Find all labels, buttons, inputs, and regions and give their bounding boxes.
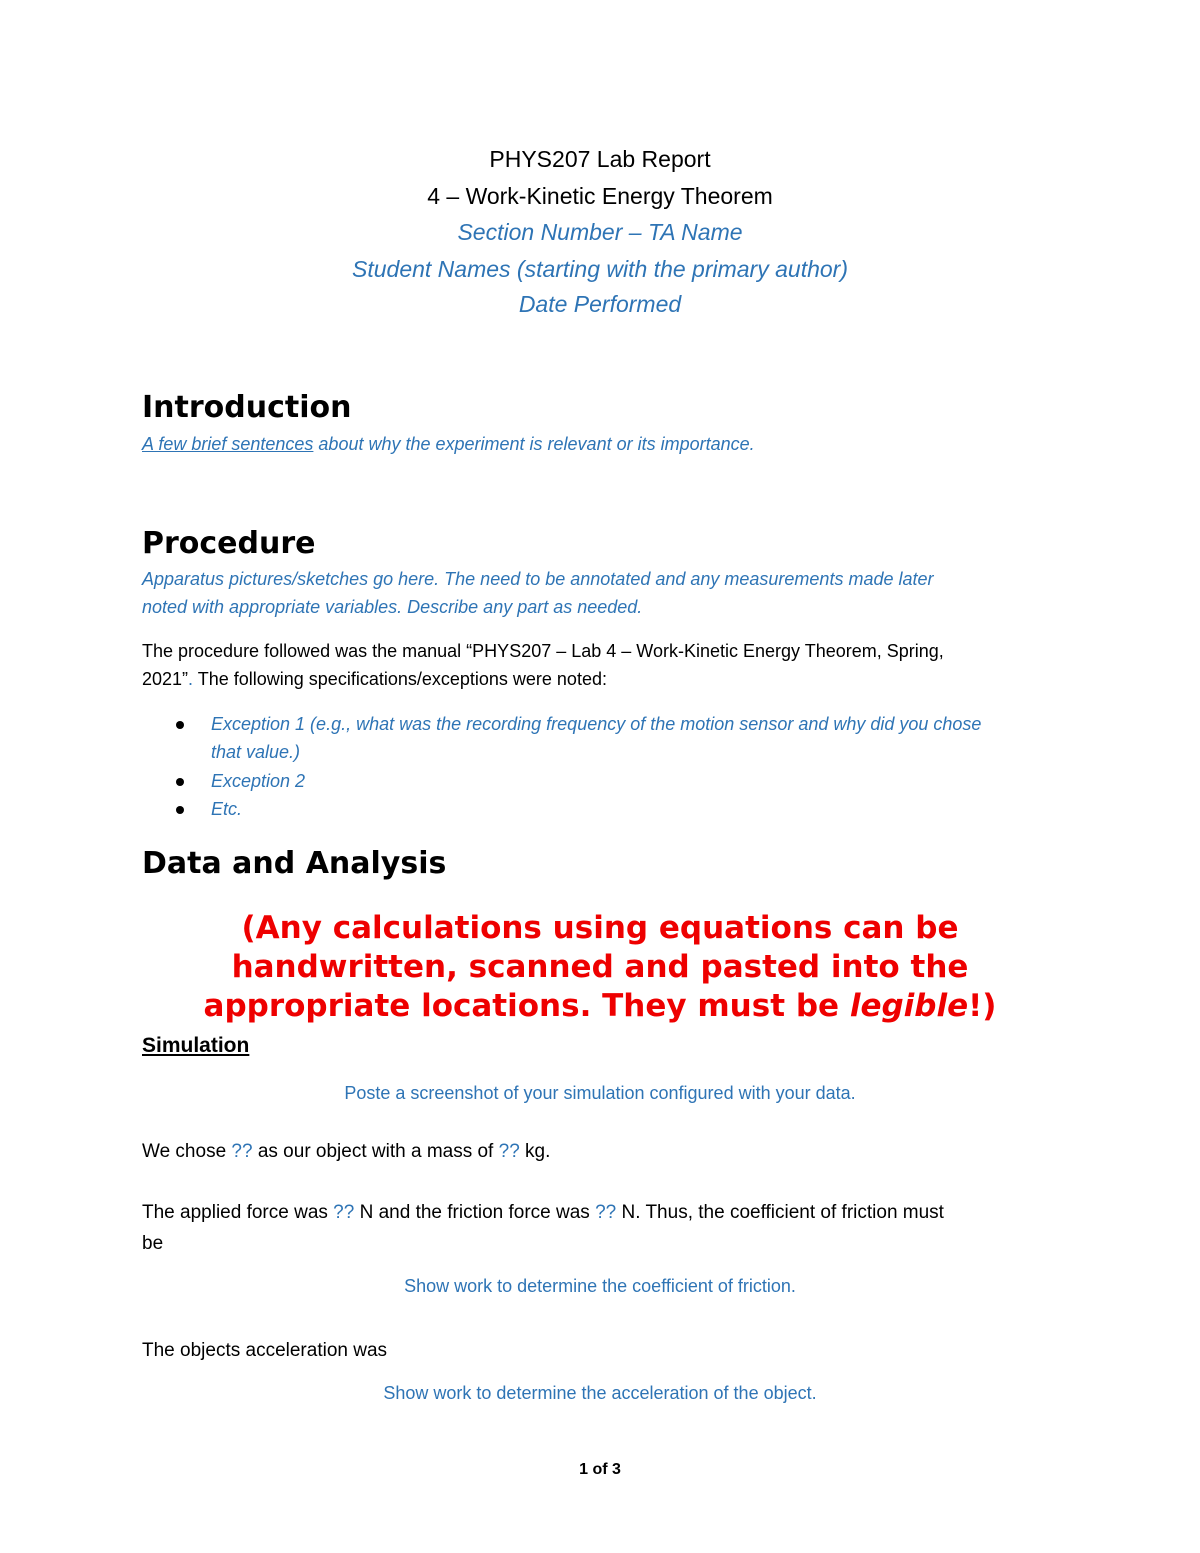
object-text-c: kg. (519, 1141, 551, 1162)
friction-work-placeholder: Show work to determine the coefficient of friction. (404, 1276, 796, 1296)
object-placeholder: ?? (231, 1141, 253, 1162)
page-number: 1 of 3 (579, 1461, 621, 1478)
lab-title: 4 – Work-Kinetic Energy Theorem (427, 183, 773, 209)
manual-period: . (188, 669, 194, 689)
calculations-note-line1: (Any calculations using equations can be (241, 910, 959, 946)
force-text-a: The applied force was (142, 1202, 334, 1223)
bullet-dot-2 (176, 778, 184, 786)
acceleration-work-placeholder: Show work to determine the acceleration of the object. (383, 1383, 817, 1403)
data-analysis-heading: Data and Analysis (142, 846, 447, 881)
applied-force-placeholder: ?? (333, 1202, 355, 1223)
bullet-3-text: Etc. (211, 799, 243, 819)
friction-force-placeholder: ?? (595, 1202, 617, 1223)
bullet-2-text: Exception 2 (211, 771, 306, 791)
procedure-heading: Procedure (142, 526, 316, 561)
force-text-b: N and the friction force was (354, 1202, 596, 1223)
date-performed-placeholder: Date Performed (518, 291, 682, 317)
introduction-heading: Introduction (142, 390, 352, 425)
screenshot-placeholder: Poste a screenshot of your simulation configured with your data. (344, 1083, 856, 1103)
bullet-dot-3 (176, 806, 184, 814)
course-title: PHYS207 Lab Report (489, 146, 711, 172)
legible-emphasis: legible (849, 988, 969, 1024)
calculations-note-line3-end: !) (968, 988, 997, 1024)
calculations-note-line3 (0, 988, 1200, 1024)
acceleration-sentence: The objects acceleration was (142, 1340, 388, 1361)
manual-year: 2021” (142, 669, 189, 689)
bullet-dot-1 (176, 721, 184, 729)
calculations-note-line3-start: appropriate locations. They must be (203, 988, 850, 1024)
force-sentence-line1 (142, 1202, 944, 1224)
bullet-1-line1: Exception 1 (e.g., what was the recording frequency of the motion sensor and why did you chose (211, 714, 982, 734)
bullet-1-line2: that value.) (211, 742, 301, 762)
apparatus-text-line1: Apparatus pictures/sketches go here. The need to be annotated and any measurements made later (142, 569, 934, 589)
force-text-c: N. Thus, the coefficient of friction must (616, 1202, 944, 1223)
section-ta-placeholder: Section Number – TA Name (457, 219, 743, 245)
apparatus-text-line2: noted with appropriate variables. Describe any part as needed. (142, 597, 643, 617)
manual-text-line2 (142, 669, 607, 690)
calculations-note-line2: handwritten, scanned and pasted into the (231, 949, 969, 985)
manual-specs: The following specifications/exceptions were noted: (193, 669, 607, 689)
object-mass-sentence (142, 1141, 550, 1163)
object-text-b: as our object with a mass of (252, 1141, 499, 1162)
mass-placeholder: ?? (498, 1141, 520, 1162)
introduction-rest: about why the experiment is relevant or its importance. (313, 434, 755, 454)
introduction-link[interactable]: A few brief sentences (142, 434, 314, 454)
student-names-placeholder: Student Names (starting with the primary author) (352, 256, 848, 282)
introduction-text (142, 434, 755, 455)
simulation-heading: Simulation (142, 1034, 250, 1057)
manual-text-line1: The procedure followed was the manual “PHYS207 – Lab 4 – Work-Kinetic Energy Theorem, Spring, (142, 641, 944, 661)
force-sentence-line2: be (142, 1233, 164, 1254)
object-text-a: We chose (142, 1141, 232, 1162)
